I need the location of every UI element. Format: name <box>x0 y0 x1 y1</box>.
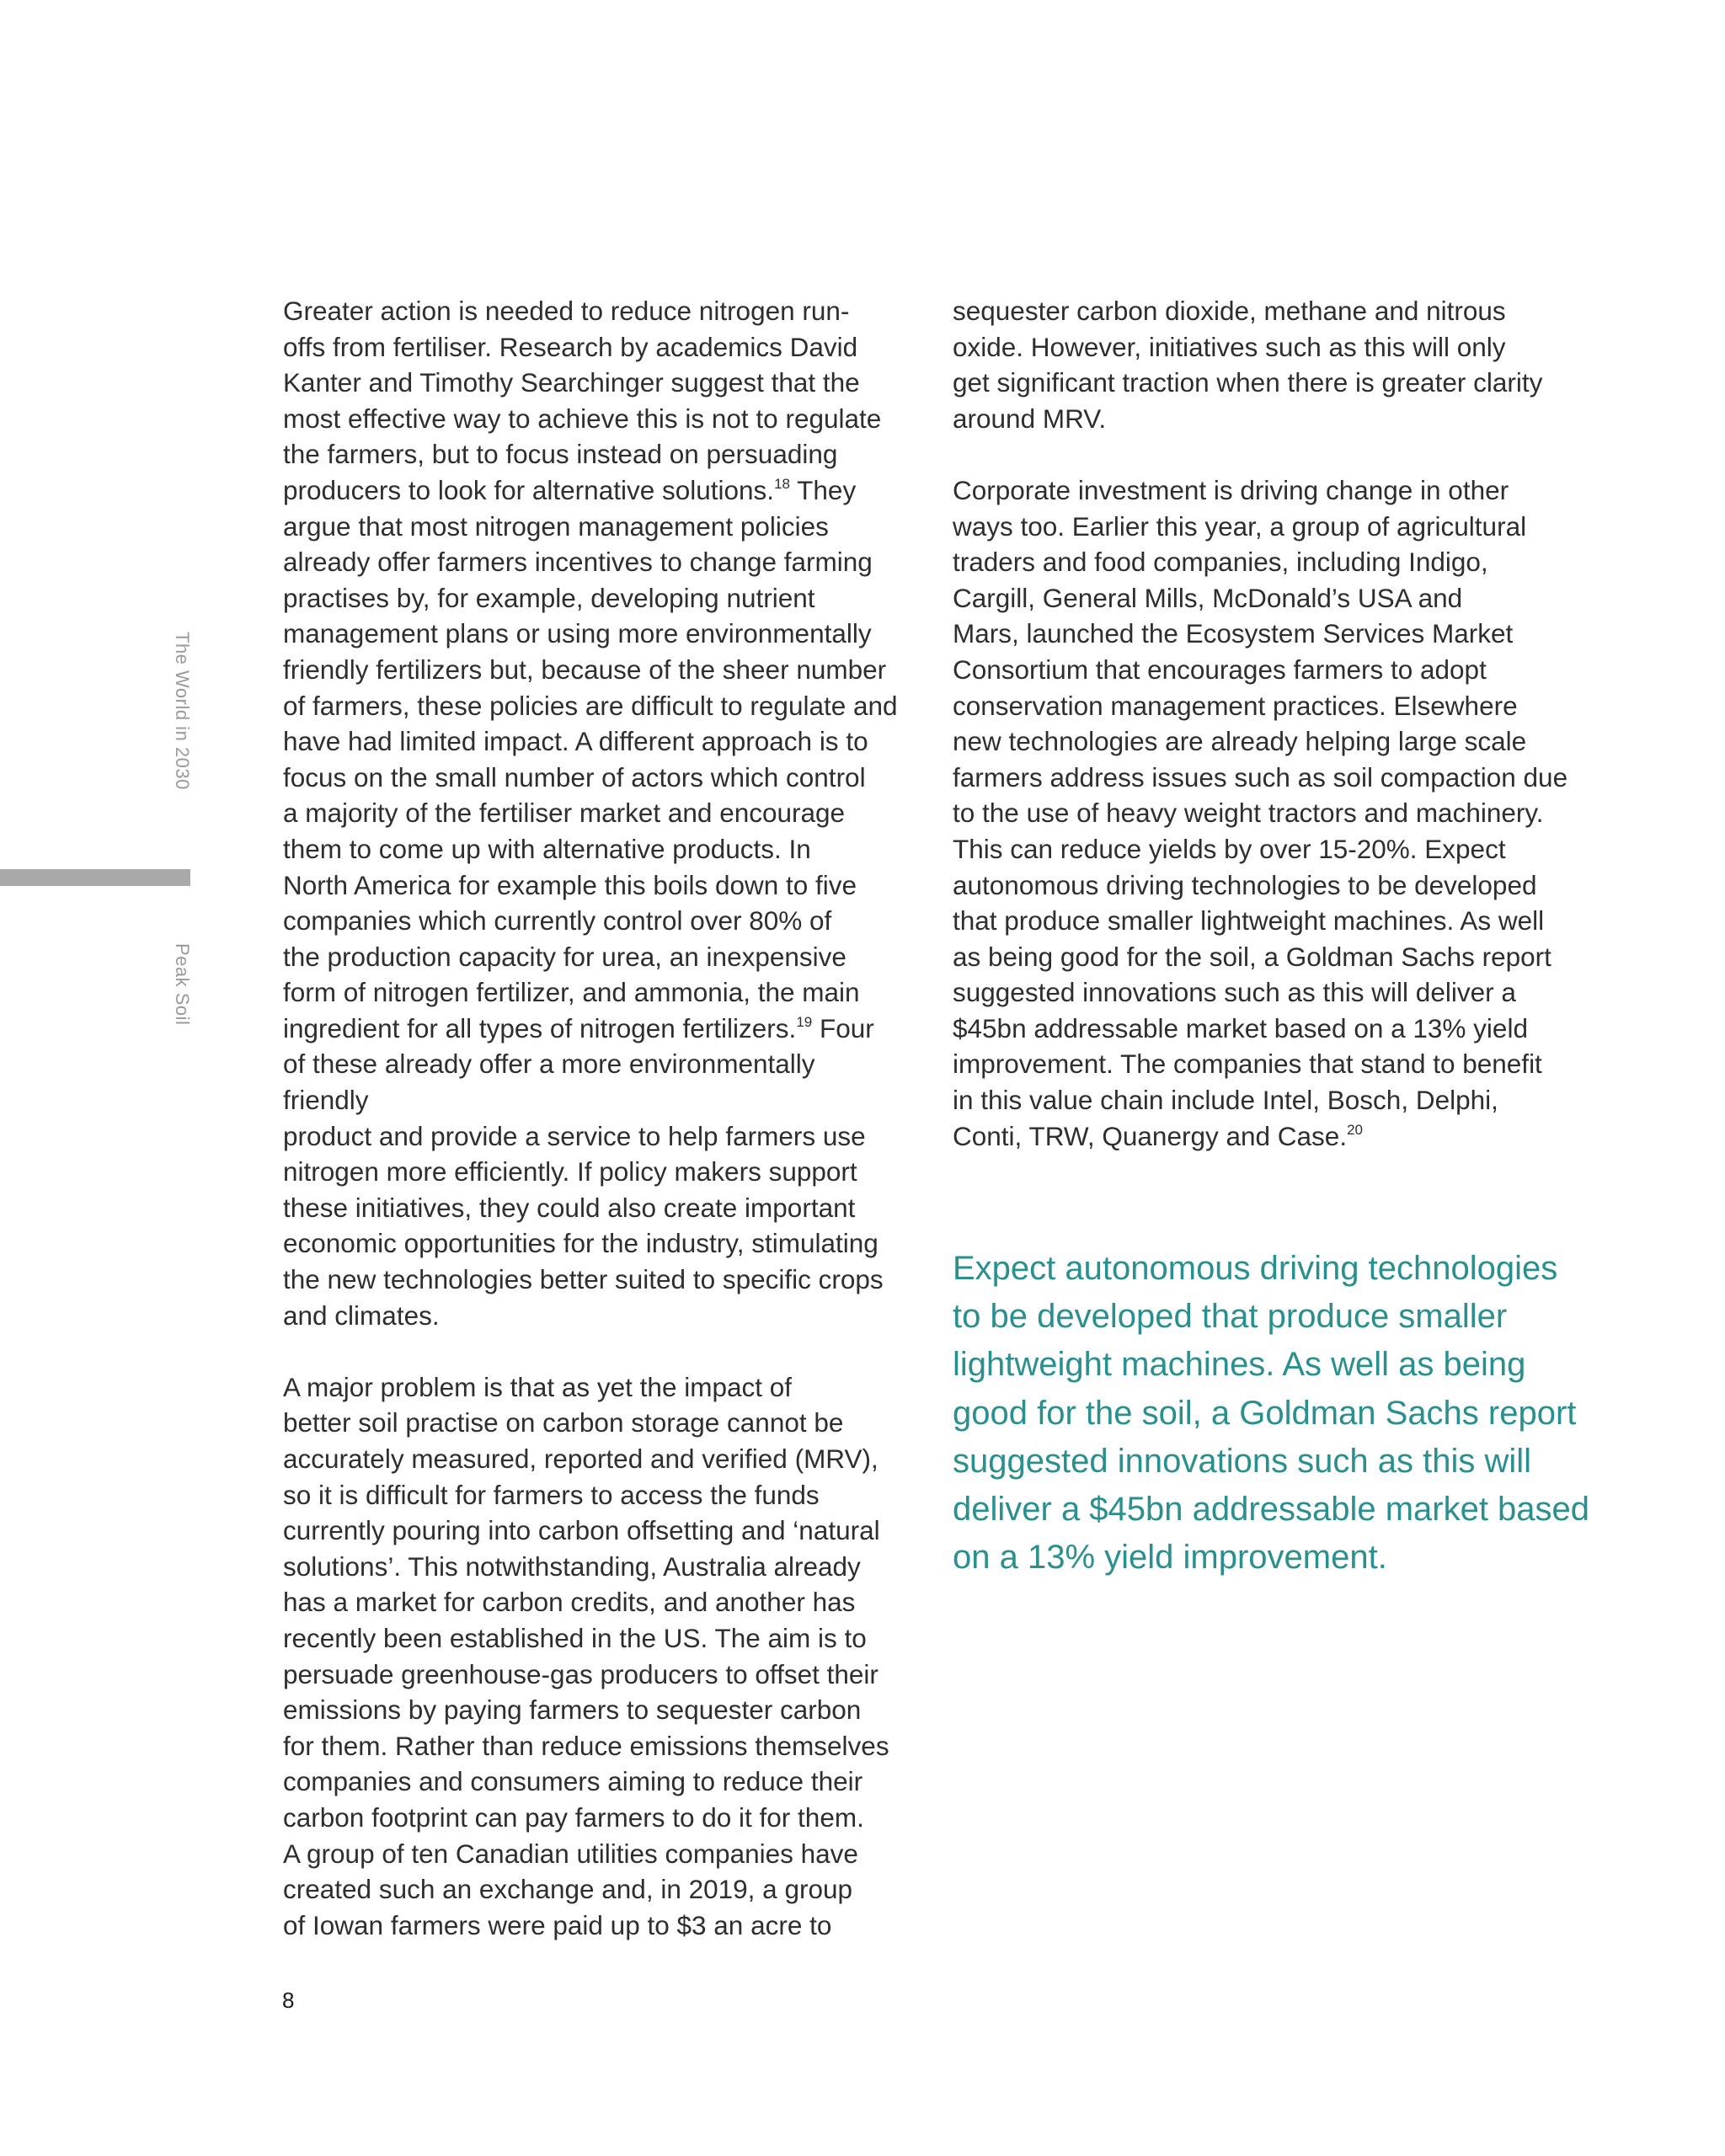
page-number: 8 <box>282 1988 295 2013</box>
left-column <box>283 293 906 1943</box>
paragraph-carbon-mrv: A major problem is that as yet the impact of better soil practise on carbon storage cannot be accurately measured, reported and verified (MRV), so it is difficult for farmers to access the funds currently pouring into carbon offsetting and ‘natural solutions’. This notwithstanding, Australia already has a market for carbon credits, and another has recently been established in the US. The aim is to persuade greenhouse-gas producers to offset their emissions by paying farmers to sequester carbon for them. Rather than reduce emissions themselves companies and consumers aiming to reduce their carbon footprint can pay farmers to do it for them. A group of ten Canadian utilities companies have created such an exchange and, in 2019, a group of Iowan farmers were paid up to $3 an acre to <box>283 1371 889 1940</box>
running-title: The World in 2030 <box>172 632 193 790</box>
paragraph-sequester: sequester carbon dioxide, methane and nitrous oxide. However, initiatives such as this will only get significant traction when there is greater clarity around MRV. <box>953 296 1543 434</box>
footnote-ref-18: 18 <box>774 475 790 492</box>
pull-quote: Expect autonomous driving technologies to be developed that produce smaller lightweight machines. As well as being good for the soil, a Goldman Sachs report suggested innovations such as this will deliver a $45bn addressable market based on a 13% yield improvement. <box>953 1250 1590 1577</box>
paragraph-text: Four of these already offer a more environmentally friendly product and provide a service to help farmers use nitrogen more efficiently. If policy makers support these initiatives, they could also create important economic opportunities for the industry, stimulating the new technologies better suited to specific crops and climates. <box>283 1012 884 1331</box>
paragraph-text: Corporate investment is driving change in other ways too. Earlier this year, a group of agricultural traders and food companies, including Indigo, Cargill, General Mills, McDonald’s USA and Mars, launched the Ecosystem Services Market Consortium that encourages farmers to adopt conservation management practices. Elsewhere new technologies are already helping large scale farmers address issues such as soil compaction due to the use of heavy weight tractors and machinery. This can reduce yields by over 15-20%. Expect autonomous driving technologies to be developed that produce smaller lightweight machines. As well as being good for the soil, a Goldman Sachs report suggested innovations such as this will deliver a $45bn addressable market based on a 13% yield improvement. The companies that stand to benefit in this value chain include Intel, Bosch, Delphi, Conti, TRW, Quanergy and Case. <box>953 474 1568 1151</box>
footnote-ref-19: 19 <box>796 1013 813 1030</box>
paragraph-nitrogen <box>283 293 906 1333</box>
right-column <box>953 293 1576 1154</box>
section-marker-bar <box>0 869 190 886</box>
paragraph-corporate-investment <box>953 472 1576 1154</box>
paragraph-text: Greater action is needed to reduce nitrogen run- offs from fertiliser. Research by academics David Kanter and Timothy Searchinger suggest that the most effective way to achieve this is not to regulate the farmers, but to focus instead on persuading producers to look for alternative solutions. <box>283 296 882 505</box>
paragraph-text: They argue that most nitrogen management policies already offer farmers incentives to change farming practises by, for example, developing nutrient management plans or using more environmentally friendly fertilizers but, because of the sheer number of farmers, these policies are difficult to regulate and have had limited impact. A different approach is to focus on the small number of actors which control a majority of the fertiliser market and encourage them to come up with alternative products. In North America for example this boils down to five companies which currently control over 80% of the production capacity for urea, an inexpensive form of nitrogen fertilizer, and ammonia, the main ingredient for all types of nitrogen fertilizers. <box>283 474 898 1043</box>
footnote-ref-20: 20 <box>1347 1121 1363 1138</box>
section-label: Peak Soil <box>172 943 193 1026</box>
